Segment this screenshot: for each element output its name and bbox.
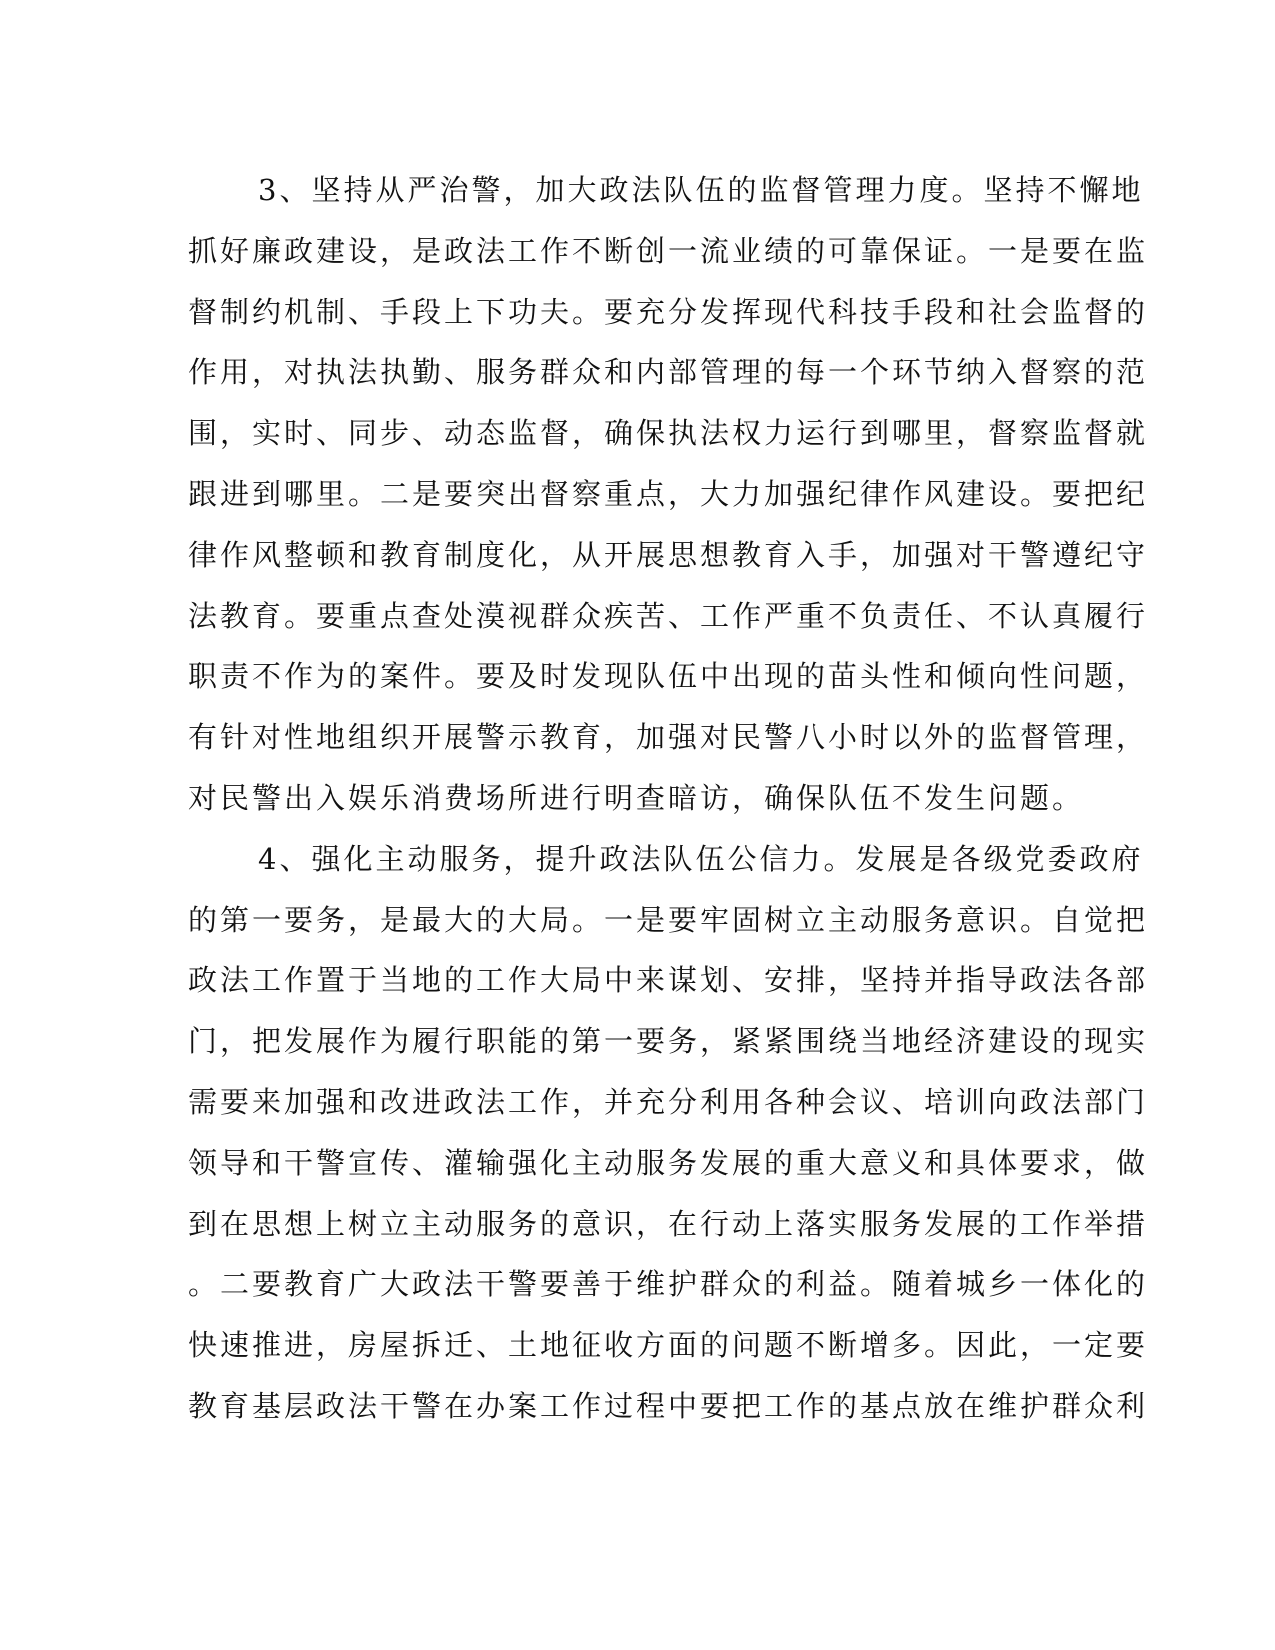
text-line: 的第一要务，是最大的大局。一是要牢固树立主动服务意识。自觉把	[188, 902, 1149, 937]
text-line: 教育基层政法干警在办案工作过程中要把工作的基点放在维护群众利	[188, 1388, 1149, 1423]
text-line: 3、坚持从严治警，加大政法队伍的监督管理力度。坚持不懈地	[258, 173, 1144, 207]
paragraph-3	[188, 160, 1149, 829]
text-line: 政法工作置于当地的工作大局中来谋划、安排，坚持并指导政法各部	[188, 963, 1149, 998]
text-line: 跟进到哪里。二是要突出督察重点，大力加强纪律作风建设。要把纪	[188, 476, 1149, 511]
text-line: 有针对性地组织开展警示教育，加强对民警八小时以外的监督管理，	[188, 720, 1149, 755]
text-line: 围，实时、同步、动态监督，确保执法权力运行到哪里，督察监督就	[188, 416, 1149, 451]
document-body	[188, 160, 1149, 1437]
text-line: 抓好廉政建设，是政法工作不断创一流业绩的可靠保证。一是要在监	[188, 233, 1149, 268]
text-line: 法教育。要重点查处漠视群众疾苦、工作严重不负责任、不认真履行	[188, 598, 1149, 633]
text-line: 领导和干警宣传、灌输强化主动服务发展的重大意义和具体要求，做	[188, 1145, 1149, 1180]
text-line: 4、强化主动服务，提升政法队伍公信力。发展是各级党委政府	[258, 841, 1144, 876]
text-line: 需要来加强和改进政法工作，并充分利用各种会议、培训向政法部门	[188, 1084, 1149, 1119]
text-line: 。二要教育广大政法干警要善于维护群众的利益。随着城乡一体化的	[188, 1267, 1149, 1302]
text-line: 门，把发展作为履行职能的第一要务，紧紧围绕当地经济建设的现实	[188, 1024, 1149, 1059]
text-line: 到在思想上树立主动服务的意识，在行动上落实服务发展的工作举措	[188, 1206, 1149, 1241]
text-line: 对民警出入娱乐消费场所进行明查暗访，确保队伍不发生问题。	[188, 780, 1085, 815]
text-line: 快速推进，房屋拆迁、土地征收方面的问题不断增多。因此，一定要	[188, 1328, 1149, 1363]
text-line: 职责不作为的案件。要及时发现队伍中出现的苗头性和倾向性问题，	[188, 659, 1149, 694]
text-line: 督制约机制、手段上下功夫。要充分发挥现代科技手段和社会监督的	[188, 294, 1149, 329]
paragraph-4	[188, 829, 1149, 1437]
text-line: 作用，对执法执勤、服务群众和内部管理的每一个环节纳入督察的范	[188, 355, 1149, 390]
text-line: 律作风整顿和教育制度化，从开展思想教育入手，加强对干警遵纪守	[188, 537, 1149, 572]
